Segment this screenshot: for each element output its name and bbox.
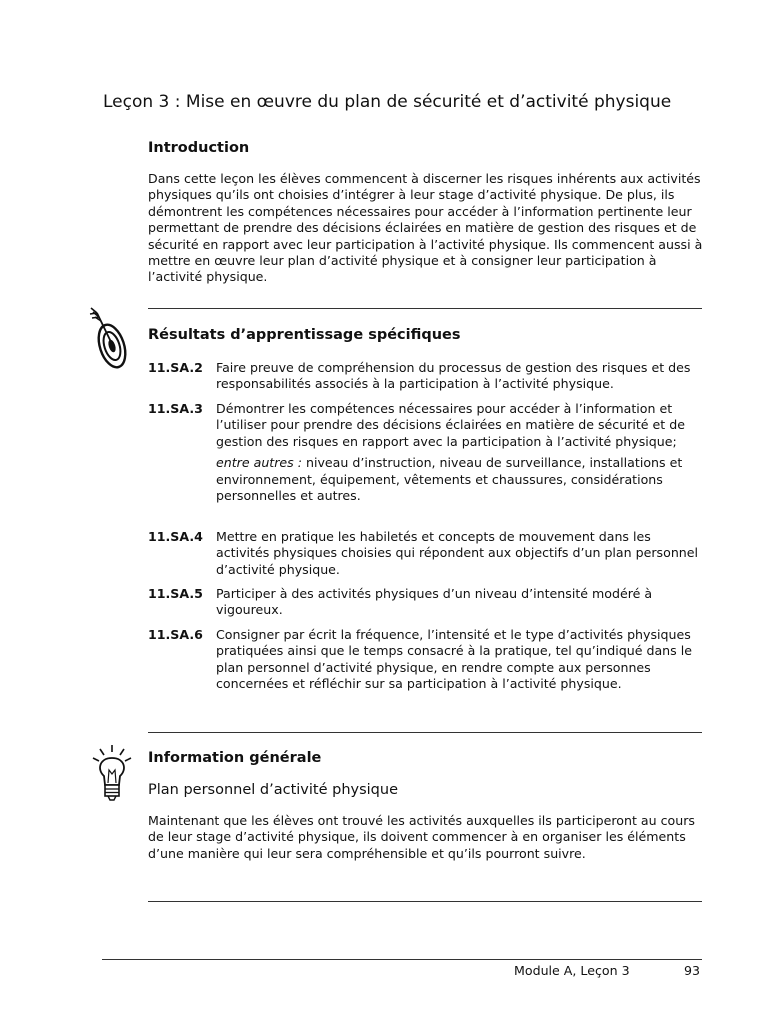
- page-number: 93: [684, 963, 701, 978]
- example-text: niveau d’instruction, niveau de surveillance, installations et environnement, équipement, vêtements et chaussures, considérations personnelles et autres.: [216, 455, 683, 504]
- outcome-text: Mettre en pratique les habiletés et concepts de mouvement dans les activités physiques choisies qui répondent aux objectifs d’un plan personnel d’activité physique.: [216, 529, 699, 577]
- outcome-text: Participer à des activités physiques d’un niveau d’intensité modéré à vigoureux.: [216, 586, 653, 618]
- general-info-heading: Information générale: [148, 750, 322, 766]
- divider: [148, 732, 702, 733]
- outcome-item: [148, 360, 704, 393]
- outcome-code: 11.SA.4: [148, 529, 203, 544]
- divider: [148, 308, 702, 309]
- outcome-code: 11.SA.5: [148, 586, 203, 601]
- target-icon: [88, 306, 132, 370]
- outcome-examples: [216, 455, 704, 504]
- outcomes-heading: Résultats d’apprentissage spécifiques: [148, 327, 461, 343]
- footer-module: Module A, Leçon 3: [514, 963, 630, 978]
- general-info-body: Maintenant que les élèves ont trouvé les activités auxquelles ils participeront au cours de leur stage d’activité physique, ils doivent commencer à en organiser les éléments d’une manière qui leur sera compréhensible et qu’ils pourront suivre.: [148, 813, 695, 861]
- outcome-item: [148, 529, 704, 578]
- outcome-item: [148, 627, 704, 693]
- page-title: Leçon 3 : Mise en œuvre du plan de sécurité et d’activité physique: [103, 92, 672, 112]
- outcome-text: Démontrer les compétences nécessaires pour accéder à l’information et l’utiliser pour prendre des décisions éclairées en matière de sécurité et de gestion des risques en rapport avec la participation à l’activité physique;: [216, 401, 685, 449]
- outcome-text: Faire preuve de compréhension du processus de gestion des risques et des responsabilités associés à la participation à l’activité physique.: [216, 360, 691, 392]
- example-label: entre autres :: [216, 455, 302, 471]
- outcome-code: 11.SA.2: [148, 360, 203, 375]
- outcome-code: 11.SA.3: [148, 401, 203, 416]
- outcome-code: 11.SA.6: [148, 627, 203, 642]
- outcome-item: [148, 401, 704, 504]
- lightbulb-icon: [92, 743, 136, 803]
- introduction-heading: Introduction: [148, 140, 250, 156]
- divider: [148, 901, 702, 902]
- general-info-subheading: Plan personnel d’activité physique: [148, 782, 398, 798]
- outcome-text: Consigner par écrit la fréquence, l’intensité et le type d’activités physiques pratiquées ainsi que le temps consacré à la pratique, tel qu’indiqué dans le plan personnel d’activité physique, en rendre compte aux personnes concernées et réfléchir sur sa participation à l’activité physique.: [216, 627, 692, 692]
- footer-rule: [102, 959, 702, 960]
- introduction-body: Dans cette leçon les élèves commencent à discerner les risques inhérents aux activités physiques qu’ils ont choisies d’intégrer à leur stage d’activité physique. De plus, ils démontrent les compétences nécessaires pour accéder à l’information pertinente leur permettant de prendre des décisions éclairées en matière de gestion des risques et de sécurité en rapport avec leur participation à l’activité physique. Ils commencent aussi à mettre en œuvre leur plan d’activité physique et à consigner leur participation à l’activité physique.: [148, 171, 703, 285]
- outcome-item: [148, 586, 704, 619]
